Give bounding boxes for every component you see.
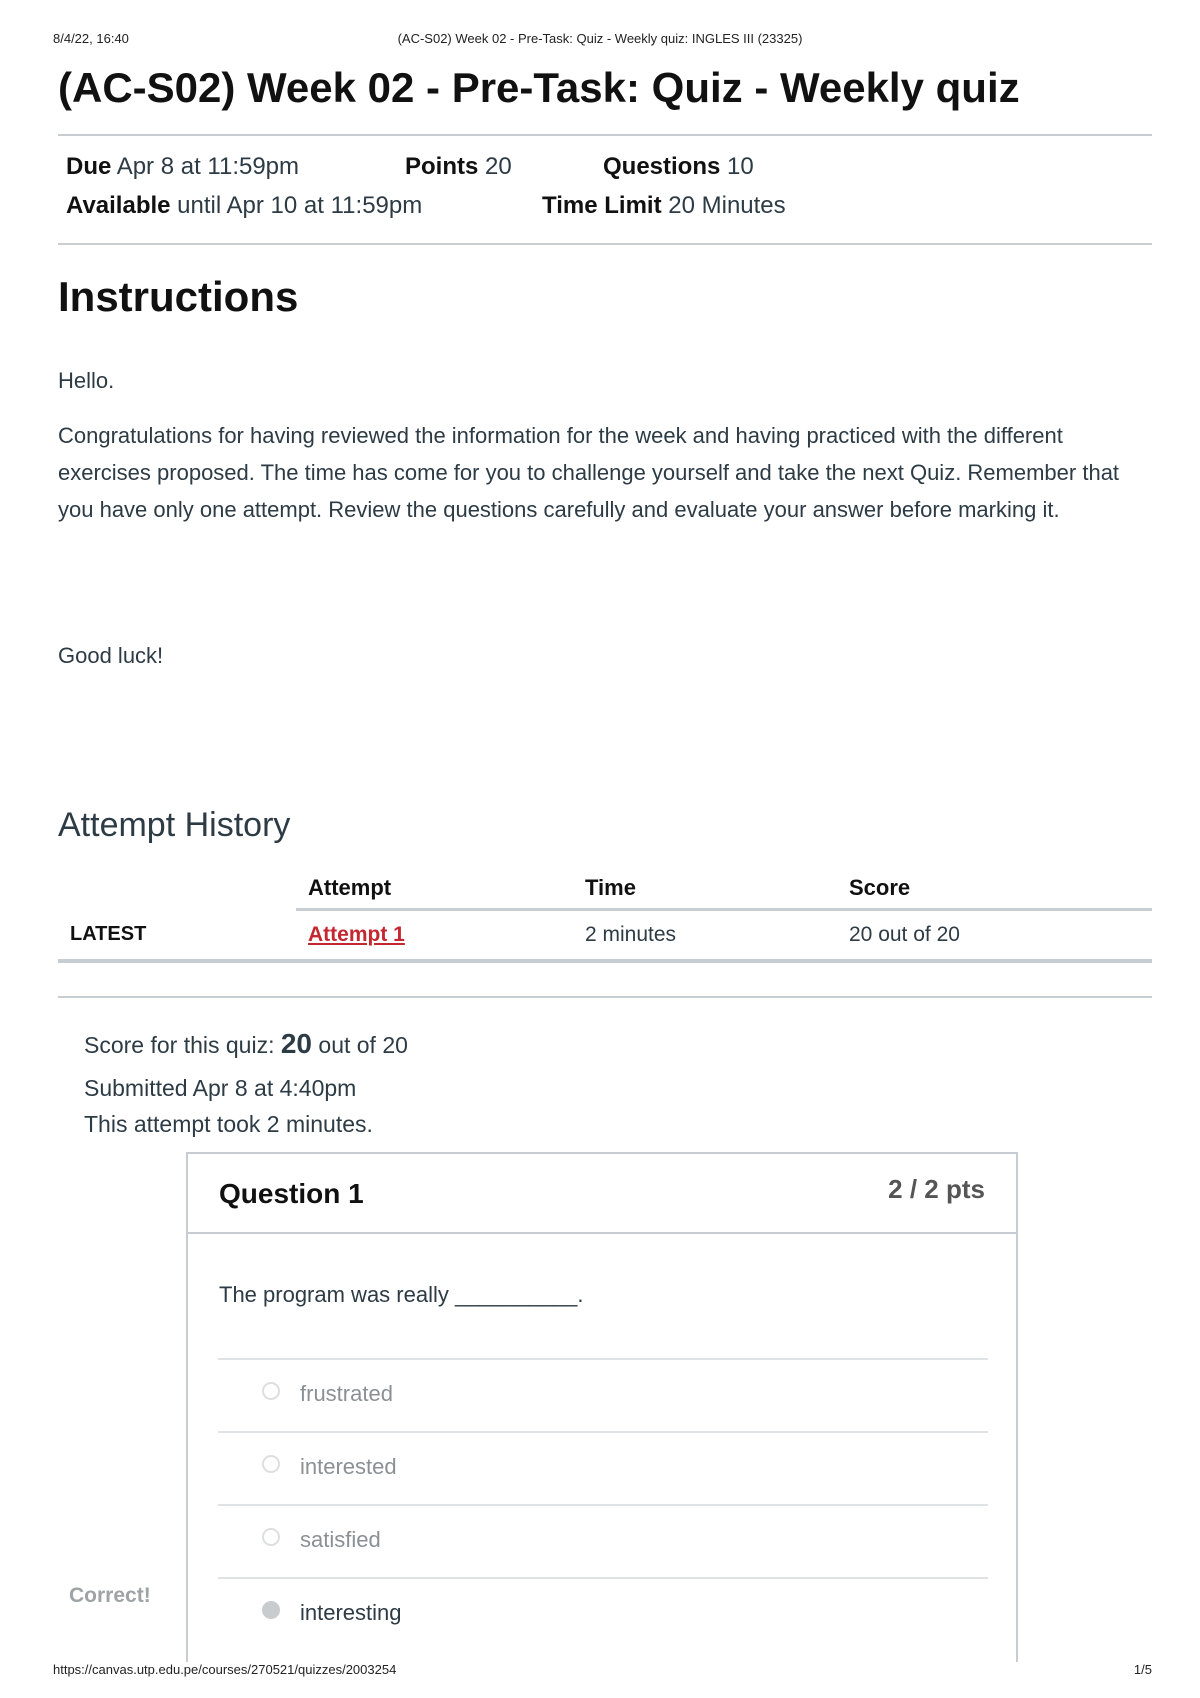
- questions-value: 10: [727, 153, 754, 180]
- score-suffix: out of 20: [318, 1032, 408, 1058]
- radio-button-selected[interactable]: [262, 1601, 280, 1619]
- print-url: https://canvas.utp.edu.pe/courses/270521/quizzes/2003254: [53, 1662, 397, 1677]
- answer-label: interesting: [300, 1600, 402, 1625]
- print-datetime: 8/4/22, 16:40: [53, 31, 129, 46]
- due-info: [66, 153, 299, 181]
- score-value: 20: [280, 1028, 313, 1059]
- question-1-points: 2 / 2 pts: [888, 1174, 985, 1204]
- header-score: Score: [837, 868, 1152, 910]
- attempt-cell: [296, 910, 573, 962]
- attempt-duration-text: This attempt took 2 minutes.: [84, 1111, 373, 1137]
- instructions-greeting: Hello.: [58, 368, 115, 393]
- instructions-body: Congratulations for having reviewed the information for the week and having practiced with the different exercises proposed. The time has come for you to challenge yourself and take the next Quiz. Remember that you have only one attempt. Review the questions carefully and evaluate your answer before marking it.: [58, 423, 1120, 522]
- points-value: 20: [485, 153, 512, 180]
- header-blank: [58, 868, 296, 910]
- answer-label: interested: [300, 1454, 397, 1479]
- answer-label: satisfied: [300, 1527, 381, 1552]
- questions-info: [603, 153, 754, 181]
- questions-label: Questions: [603, 153, 721, 180]
- question-1-header: [188, 1154, 1016, 1234]
- radio-button[interactable]: [262, 1528, 280, 1546]
- time-limit-info: [542, 192, 786, 220]
- header-attempt: Attempt: [296, 868, 573, 910]
- page-title: (AC-S02) Week 02 - Pre-Task: Quiz - Weekly quiz: [58, 64, 1020, 111]
- table-row: [58, 910, 1152, 962]
- latest-tag: LATEST: [58, 910, 296, 962]
- header-time: Time: [573, 868, 837, 910]
- attempt-1-link[interactable]: Attempt 1: [308, 923, 405, 946]
- score-prefix: Score for this quiz:: [84, 1032, 275, 1058]
- submitted-text: Submitted Apr 8 at 4:40pm: [84, 1075, 357, 1101]
- radio-button[interactable]: [262, 1382, 280, 1400]
- title-divider: [58, 134, 1152, 136]
- quiz-score-line: [84, 1028, 408, 1060]
- answer-option-selected[interactable]: [218, 1577, 988, 1651]
- available-info: [66, 192, 422, 220]
- time-cell: 2 minutes: [573, 910, 837, 962]
- print-page-number: 1/5: [1133, 1662, 1152, 1677]
- points-info: [405, 153, 512, 181]
- instructions-closing: Good luck!: [58, 643, 164, 668]
- instructions-heading: Instructions: [58, 273, 299, 320]
- available-label: Available: [66, 192, 171, 219]
- answer-option[interactable]: [218, 1431, 988, 1505]
- score-cell: 20 out of 20: [837, 910, 1152, 962]
- answer-option[interactable]: [218, 1504, 988, 1578]
- attempt-history-table: [58, 868, 1152, 963]
- meta-divider: [58, 243, 1152, 245]
- question-1-title: Question 1: [219, 1178, 364, 1209]
- due-label: Due: [66, 153, 112, 180]
- question-1-card: [186, 1152, 1018, 1662]
- print-document-title: (AC-S02) Week 02 - Pre-Task: Quiz - Weekly quiz: INGLES III (23325): [397, 31, 803, 46]
- due-value: Apr 8 at 11:59pm: [116, 153, 300, 180]
- answer-label: frustrated: [300, 1381, 393, 1406]
- history-divider: [58, 996, 1152, 998]
- attempt-history-heading: Attempt History: [58, 806, 291, 844]
- radio-button[interactable]: [262, 1455, 280, 1473]
- points-label: Points: [405, 153, 479, 180]
- available-value: until Apr 10 at 11:59pm: [177, 192, 423, 219]
- attempt-history-header-row: [58, 868, 1152, 910]
- time-limit-label: Time Limit: [542, 192, 662, 219]
- question-1-text: The program was really __________.: [219, 1282, 584, 1307]
- answer-option[interactable]: [218, 1358, 988, 1432]
- correct-answer-tag: Correct!: [69, 1584, 151, 1607]
- time-limit-value: 20 Minutes: [668, 192, 786, 219]
